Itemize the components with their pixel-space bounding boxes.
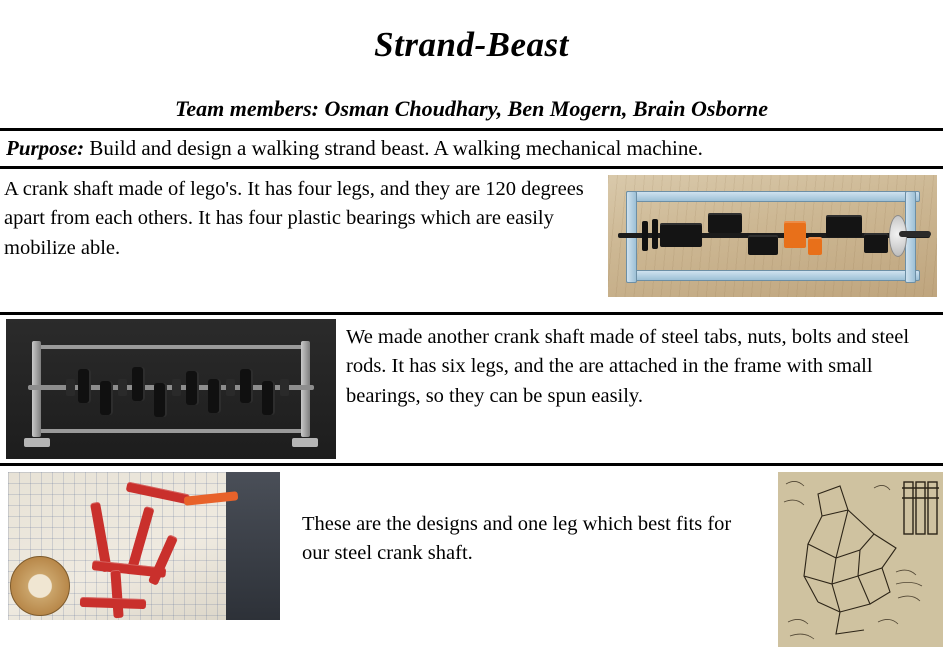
steel-bearing-hub [226, 379, 235, 396]
steel-crank-tab [78, 369, 91, 403]
poster-page [0, 23, 943, 647]
steel-crank-tab [208, 379, 221, 413]
sketch-drawing [778, 472, 943, 647]
steel-crank-tab [240, 369, 253, 403]
steel-frame-bottom-rail [34, 429, 306, 433]
leg-design-sketch [778, 472, 943, 647]
steel-crank-tab [132, 367, 145, 401]
purpose-text: Build and design a walking strand beast. A walking mechanical machine. [84, 135, 703, 160]
page-title: Strand-Beast [374, 25, 569, 65]
leg-designs-text: These are the designs and one leg which best fits for our steel crank shaft. [302, 512, 732, 565]
team-members-line: Team members: Osman Choudhary, Ben Mogern, Brain Osborne [174, 95, 769, 121]
steel-crank-shaft-photo [6, 319, 336, 459]
steel-crank-tab [186, 371, 199, 405]
lego-orange-block [784, 221, 806, 248]
lego-output-axle [899, 231, 931, 237]
purpose-statement [0, 131, 943, 166]
lego-crank-block [660, 223, 702, 247]
steel-frame-right-foot [292, 438, 318, 447]
section-steel-crank-shaft [0, 315, 943, 463]
lego-crank-shaft-text: A crank shaft made of lego's. It has four legs, and they are 120 degrees apart from each others. It has four plastic bearings which are easily mobilize able. [4, 177, 584, 260]
lego-bearing-clip [642, 221, 648, 251]
section-lego-crank-shaft [0, 169, 943, 312]
lego-crank-block [826, 215, 862, 237]
steel-crank-tab [262, 381, 275, 415]
steel-frame-top-rail [34, 345, 306, 349]
steel-crank-tab [100, 381, 113, 415]
lego-frame-bottom-beam [626, 270, 920, 281]
lego-crank-block [748, 235, 778, 255]
lego-frame-top-beam [626, 191, 920, 202]
tape-roll [10, 556, 70, 616]
lego-crank-shaft-photo [608, 175, 937, 297]
steel-bearing-hub [280, 379, 289, 396]
steel-bearing-hub [172, 379, 181, 396]
steel-crank-tab [154, 383, 167, 417]
purpose-label: Purpose: [6, 135, 85, 160]
lego-crank-block [708, 213, 742, 233]
steel-frame-left-foot [24, 438, 50, 447]
leg-foot-bar [80, 597, 146, 609]
steel-crank-shaft-text: We made another crank shaft made of steel tabs, nuts, bolts and steel rods. It has six legs, and the are attached in the frame with small bearings, so they can be spun easily. [346, 325, 910, 408]
steel-bearing-hub [118, 379, 127, 396]
leg-prototype-photo [8, 472, 280, 620]
section-leg-designs [0, 466, 943, 641]
lego-bearing-clip [652, 219, 658, 249]
lego-orange-block [808, 237, 822, 255]
lego-crank-block [864, 233, 888, 253]
steel-bearing-hub [66, 379, 75, 396]
